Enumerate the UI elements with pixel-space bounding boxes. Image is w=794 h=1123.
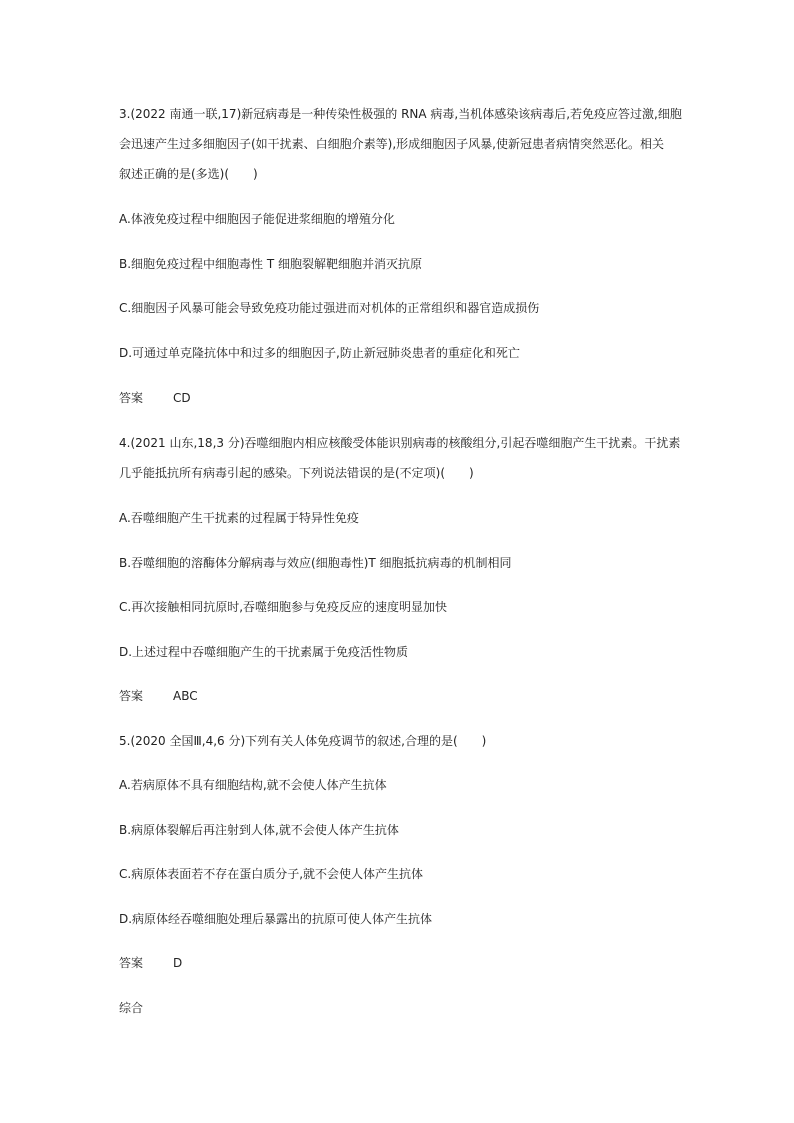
q4-option-b: B.吞噬细胞的溶酶体分解病毒与效应(细胞毒性)T 细胞抵抗病毒的机制相同 bbox=[119, 556, 512, 570]
section-heading: 综合 bbox=[119, 1001, 144, 1015]
q4-stem-line-1: 4.(2021 山东,18,3 分)吞噬细胞内相应核酸受体能识别病毒的核酸组分,引起吞噬细胞产生干扰素。干扰素 bbox=[119, 436, 681, 450]
q5-option-b: B.病原体裂解后再注射到人体,就不会使人体产生抗体 bbox=[119, 823, 399, 837]
q3-stem-line-2: 会迅速产生过多细胞因子(如干扰素、白细胞介素等),形成细胞因子风暴,使新冠患者病情突然恶化。相关 bbox=[119, 137, 664, 151]
q5-answer bbox=[119, 955, 182, 971]
answer-value: D bbox=[173, 956, 183, 970]
q5-option-a: A.若病原体不具有细胞结构,就不会使人体产生抗体 bbox=[119, 778, 387, 792]
q3-answer bbox=[119, 390, 191, 406]
answer-label: 答案 bbox=[119, 391, 144, 405]
q4-option-c: C.再次接触相同抗原时,吞噬细胞参与免疫反应的速度明显加快 bbox=[119, 600, 448, 614]
q5-option-d: D.病原体经吞噬细胞处理后暴露出的抗原可使人体产生抗体 bbox=[119, 912, 433, 926]
q3-stem-line-3: 叙述正确的是(多选)( ) bbox=[119, 167, 258, 181]
q3-option-a: A.体液免疫过程中细胞因子能促进浆细胞的增殖分化 bbox=[119, 212, 395, 226]
q4-answer bbox=[119, 688, 198, 704]
answer-value: CD bbox=[173, 391, 191, 405]
answer-label: 答案 bbox=[119, 956, 144, 970]
answer-value: ABC bbox=[173, 689, 198, 703]
q3-stem-line-1: 3.(2022 南通一联,17)新冠病毒是一种传染性极强的 RNA 病毒,当机体感染该病毒后,若免疫应答过激,细胞 bbox=[119, 107, 682, 121]
q4-stem-line-2: 几乎能抵抗所有病毒引起的感染。下列说法错误的是(不定项)( ) bbox=[119, 466, 474, 480]
q3-option-c: C.细胞因子风暴可能会导致免疫功能过强进而对机体的正常组织和器官造成损伤 bbox=[119, 301, 540, 315]
q3-option-d: D.可通过单克隆抗体中和过多的细胞因子,防止新冠肺炎患者的重症化和死亡 bbox=[119, 346, 520, 360]
answer-label: 答案 bbox=[119, 689, 144, 703]
q3-option-b: B.细胞免疫过程中细胞毒性 T 细胞裂解靶细胞并消灭抗原 bbox=[119, 257, 423, 271]
q5-stem-line-1: 5.(2020 全国Ⅲ,4,6 分)下列有关人体免疫调节的叙述,合理的是( ) bbox=[119, 734, 487, 748]
q4-option-d: D.上述过程中吞噬细胞产生的干扰素属于免疫活性物质 bbox=[119, 645, 409, 659]
q4-option-a: A.吞噬细胞产生干扰素的过程属于特异性免疫 bbox=[119, 511, 359, 525]
q5-option-c: C.病原体表面若不存在蛋白质分子,就不会使人体产生抗体 bbox=[119, 867, 424, 881]
